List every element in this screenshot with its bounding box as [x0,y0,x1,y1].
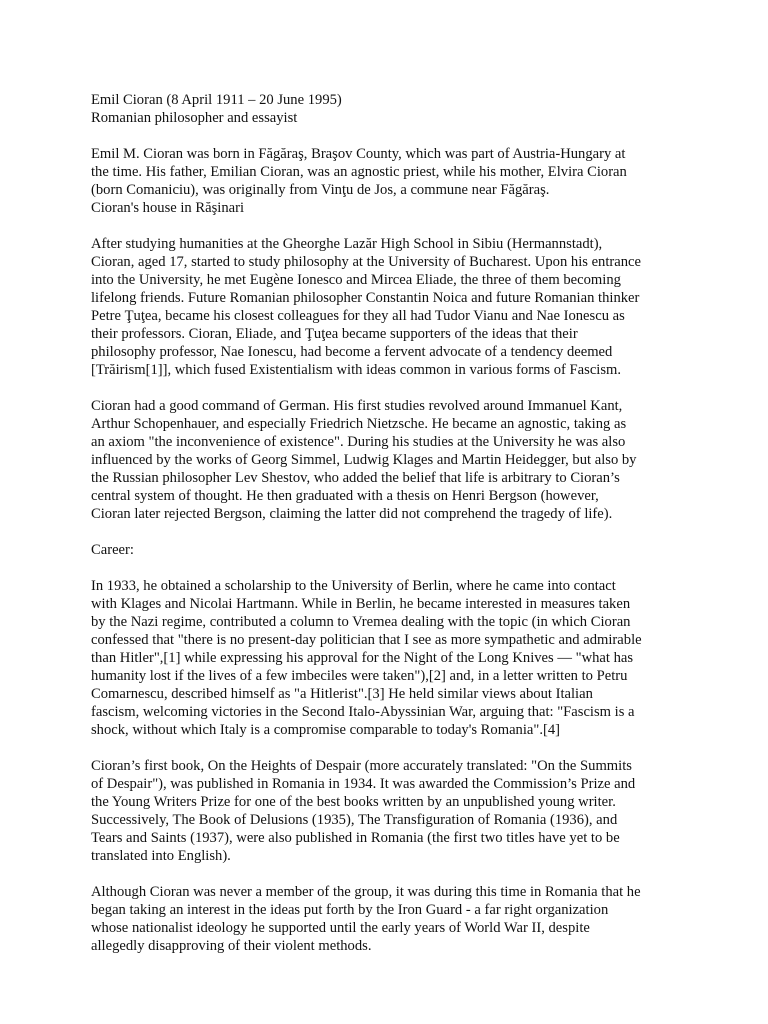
text-line: Emil M. Cioran was born in Făgăraş, Braşov County, which was part of Austria-Hungary at [91,146,626,162]
text-line: humanity lost if the lives of a few imbeciles were taken"),[2] and, in a letter written to Petru [91,668,628,684]
text-line: Cioran had a good command of German. His first studies revolved around Immanuel Kant, [91,398,623,414]
text-line: began taking an interest in the ideas put forth by the Iron Guard - a far right organization [91,902,609,918]
paragraph-influences [91,397,691,523]
paragraph-birth [91,145,691,217]
text-line: influenced by the works of Georg Simmel, Ludwig Klages and Martin Heidegger, but also by [91,452,637,468]
text-line: In 1933, he obtained a scholarship to the University of Berlin, where he came into contact [91,578,616,594]
text-line: Successively, The Book of Delusions (1935), The Transfiguration of Romania (1936), and [91,812,618,828]
text-line: the Young Writers Prize for one of the best books written by an unpublished young writer. [91,794,616,810]
title-line: Emil Cioran (8 April 1911 – 20 June 1995) [91,92,342,108]
text-line: the Russian philosopher Lev Shestov, who added the belief that life is arbitrary to Cioran’s [91,470,620,486]
text-line: Arthur Schopenhauer, and especially Friedrich Nietzsche. He became an agnostic, taking as [91,416,627,432]
text-line: Comarnescu, described himself as "a Hitlerist".[3] He held similar views about Italian [91,686,593,702]
text-line: into the University, he met Eugène Ionesco and Mircea Eliade, the three of them becoming [91,272,621,288]
text-line: with Klages and Nicolai Hartmann. While in Berlin, he became interested in measures taken [91,596,631,612]
text-line: Petre Ţuţea, became his closest colleagues for they all had Tudor Vianu and Nae Ionescu as [91,308,625,324]
text-line: Although Cioran was never a member of the group, it was during this time in Romania that he [91,884,641,900]
paragraph-iron-guard [91,883,691,955]
text-line: allegedly disapproving of their violent methods. [91,938,372,954]
text-line: by the Nazi regime, contributed a column to Vremea dealing with the topic (in which Cioran [91,614,631,630]
text-line: shock, without which Italy is a compromise comparable to today's Romania".[4] [91,722,560,738]
text-line: of Despair"), was published in Romania in 1934. It was awarded the Commission’s Prize and [91,776,636,792]
subtitle-line: Romanian philosopher and essayist [91,110,298,126]
text-line: the time. His father, Emilian Cioran, was an agnostic priest, while his mother, Elvira Cioran [91,164,627,180]
text-line: than Hitler",[1] while expressing his approval for the Night of the Long Knives — "what has [91,650,634,666]
paragraph-berlin [91,577,691,739]
text-line: Cioran’s first book, On the Heights of Despair (more accurately translated: "On the Summits [91,758,632,774]
text-line: central system of thought. He then graduated with a thesis on Henri Bergson (however, [91,488,599,504]
paragraph-first-book [91,757,691,865]
text-line: lifelong friends. Future Romanian philosopher Constantin Noica and future Romanian thinker [91,290,640,306]
text-line: (born Comaniciu), was originally from Vinţu de Jos, a commune near Făgăraş. [91,182,550,198]
text-line: fascism, welcoming victories in the Second Italo-Abyssinian War, arguing that: "Fascism is a [91,704,635,720]
document-page [91,91,691,973]
text-line: whose nationalist ideology he supported until the early years of World War II, despite [91,920,590,936]
text-line: Cioran's house in Răşinari [91,200,245,216]
section-heading-career [91,541,691,559]
text-line: [Trăirism[1]], which fused Existentialism with ideas common in various forms of Fascism. [91,362,622,378]
text-line: confessed that "there is no present-day politician that I see as more sympathetic and admirable [91,632,642,648]
text-line: Cioran, aged 17, started to study philosophy at the University of Bucharest. Upon his entrance [91,254,641,270]
section-label: Career: [91,542,134,558]
text-line: their professors. Cioran, Eliade, and Ţuţea became supporters of the ideas that their [91,326,578,342]
text-line: an axiom "the inconvenience of existence". During his studies at the University he was also [91,434,626,450]
text-line: Cioran later rejected Bergson, claiming the latter did not comprehend the tragedy of life). [91,506,613,522]
text-line: philosophy professor, Nae Ionescu, had become a fervent advocate of a tendency deemed [91,344,613,360]
text-line: After studying humanities at the Gheorghe Lazăr High School in Sibiu (Hermannstadt), [91,236,603,252]
text-line: Tears and Saints (1937), were also published in Romania (the first two titles have yet to be [91,830,620,846]
paragraph-education [91,235,691,379]
document-header [91,91,691,127]
text-line: translated into English). [91,848,231,864]
